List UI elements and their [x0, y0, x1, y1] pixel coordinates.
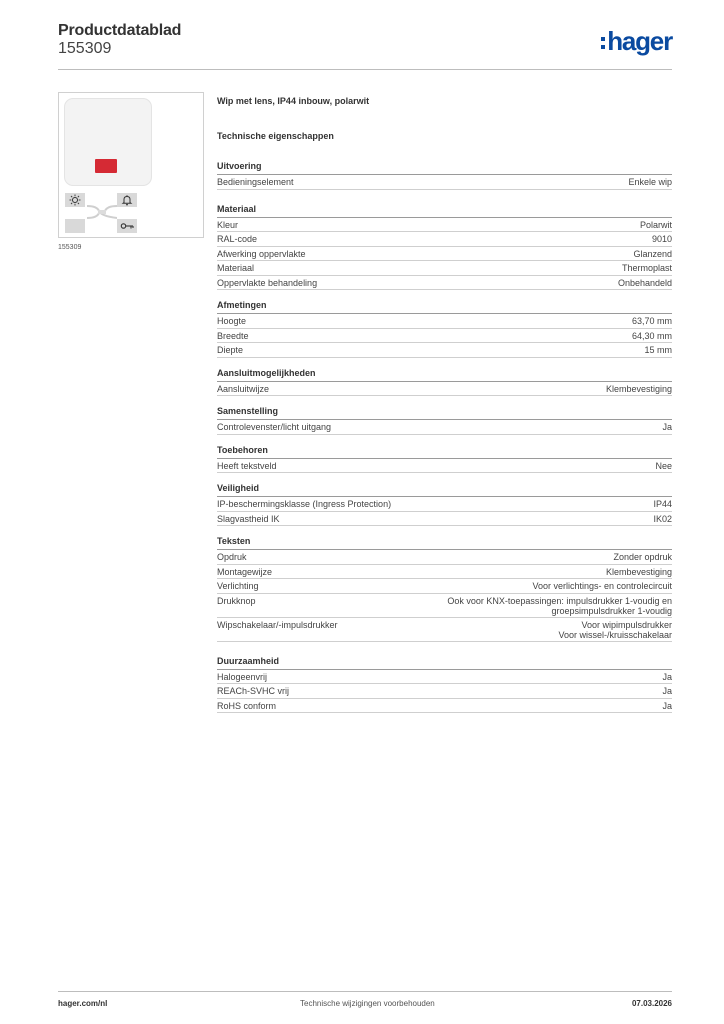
spec-value: 9010 — [651, 234, 672, 244]
spec-value: Ja — [662, 422, 672, 432]
section-title: Uitvoering — [217, 161, 672, 175]
spec-label: Wipschakelaar/-impulsdrukker — [217, 619, 338, 630]
spec-value: Enkele wip — [628, 177, 672, 187]
section-title: Duurzaamheid — [217, 656, 672, 670]
spec-row — [217, 261, 672, 276]
section-title: Veiligheid — [217, 483, 672, 497]
spec-section — [217, 300, 672, 358]
spec-label: IP-beschermingsklasse (Ingress Protection) — [217, 499, 392, 509]
spec-row — [217, 382, 672, 397]
spec-row — [217, 459, 672, 474]
spec-row — [217, 579, 672, 594]
spec-label: Breedte — [217, 330, 249, 341]
spec-label: Drukknop — [217, 595, 256, 606]
spec-row — [217, 699, 672, 714]
spec-sections — [217, 161, 672, 713]
spec-label: Opdruk — [217, 552, 247, 562]
spec-value: 64,30 mm — [631, 330, 672, 341]
spec-value: Ja — [662, 700, 672, 711]
spec-value: Zonder opdruk — [613, 552, 672, 562]
spec-label: REACh-SVHC vrij — [217, 686, 290, 696]
bell-icon — [117, 193, 137, 207]
connector-lines — [87, 205, 117, 219]
spec-row — [217, 247, 672, 262]
spec-section — [217, 406, 672, 435]
document-number: 155309 — [58, 40, 112, 57]
spec-label: Bedieningselement — [217, 177, 294, 187]
key-icon — [117, 219, 137, 233]
spec-value: Thermoplast — [621, 263, 672, 273]
spec-row — [217, 565, 672, 580]
page-footer — [58, 991, 672, 1011]
spec-label: Heeft tekstveld — [217, 460, 277, 471]
spec-value: IK02 — [653, 513, 672, 524]
footer-date: 07.03.2026 — [631, 999, 672, 1008]
spec-label: Hoogte — [217, 316, 247, 326]
spec-value: Klembevestiging — [605, 566, 672, 577]
switch-plate — [65, 99, 151, 185]
spec-value: Ook voor KNX-toepassingen: impulsdrukker 1-voudig en groepsimpulsdrukker 1-voudig — [447, 595, 672, 616]
spec-label: Diepte — [217, 345, 244, 355]
spec-row — [217, 343, 672, 358]
spec-row — [217, 218, 672, 233]
spec-value: Nee — [655, 460, 672, 471]
spec-label: Aansluitwijze — [217, 383, 270, 394]
spec-section — [217, 445, 672, 474]
page-header — [58, 22, 672, 70]
spec-value: Voor wipimpulsdrukker Voor wissel-/kruisschakelaar — [558, 619, 672, 640]
spec-row — [217, 420, 672, 435]
spec-section — [217, 161, 672, 190]
section-title: Aansluitmogelijkheden — [217, 368, 672, 382]
image-caption: 155309 — [58, 244, 82, 251]
spec-row — [217, 550, 672, 565]
spec-sheet — [217, 96, 672, 713]
product-image — [58, 92, 204, 238]
spec-row — [217, 329, 672, 344]
spec-row — [217, 276, 672, 291]
spec-value: IP44 — [653, 499, 672, 509]
spec-row — [217, 497, 672, 512]
spec-label: Oppervlakte behandeling — [217, 277, 318, 288]
footer-website: hager.com/nl — [58, 999, 108, 1008]
product-name: Wip met lens, IP44 inbouw, polarwit — [217, 96, 370, 106]
document-title: Productdatablad — [58, 22, 182, 39]
section-title: Afmetingen — [217, 300, 672, 314]
red-lens — [95, 159, 117, 173]
section-title: Materiaal — [217, 204, 672, 218]
spec-value: 63,70 mm — [631, 316, 672, 326]
spec-value: Polarwit — [639, 219, 672, 230]
spec-row — [217, 594, 672, 618]
spec-row — [217, 684, 672, 699]
spec-label: Verlichting — [217, 581, 259, 591]
specs-heading: Technische eigenschappen — [217, 131, 334, 141]
hager-logo — [601, 28, 672, 54]
logo-dots-icon — [601, 37, 605, 49]
spec-value: Voor verlichtings- en controlecircuit — [532, 581, 672, 591]
lamp-icon — [65, 193, 85, 207]
spec-value: 15 mm — [644, 345, 672, 355]
spec-label: RoHS conform — [217, 700, 277, 711]
section-title: Toebehoren — [217, 445, 672, 459]
spec-section — [217, 536, 672, 642]
spec-row — [217, 618, 672, 642]
logo-text: hager — [607, 26, 672, 56]
spec-row — [217, 175, 672, 190]
spec-section — [217, 204, 672, 291]
spec-label: Materiaal — [217, 263, 255, 273]
spec-label: Afwerking oppervlakte — [217, 248, 306, 259]
spec-label: Kleur — [217, 219, 239, 230]
spec-label: Controlevenster/licht uitgang — [217, 422, 332, 432]
spec-label: Halogeenvrij — [217, 671, 268, 682]
section-title: Samenstelling — [217, 406, 672, 420]
spec-row — [217, 512, 672, 527]
spec-section — [217, 483, 672, 526]
spec-value: Ja — [662, 686, 672, 696]
spec-section — [217, 656, 672, 714]
spec-row — [217, 670, 672, 685]
spec-row — [217, 314, 672, 329]
spec-value: Klembevestiging — [605, 383, 672, 394]
spec-value: Onbehandeld — [617, 277, 672, 288]
spec-value: Glanzend — [633, 248, 672, 259]
spec-row — [217, 232, 672, 247]
spec-section — [217, 368, 672, 397]
section-title: Teksten — [217, 536, 672, 550]
footer-note: Technische wijzigingen voorbehouden — [300, 999, 435, 1008]
spec-value: Ja — [662, 671, 672, 682]
spec-label: Montagewijze — [217, 566, 273, 577]
spec-label: Slagvastheid IK — [217, 513, 280, 524]
spec-label: RAL-code — [217, 234, 258, 244]
blank-pictogram — [65, 219, 85, 233]
